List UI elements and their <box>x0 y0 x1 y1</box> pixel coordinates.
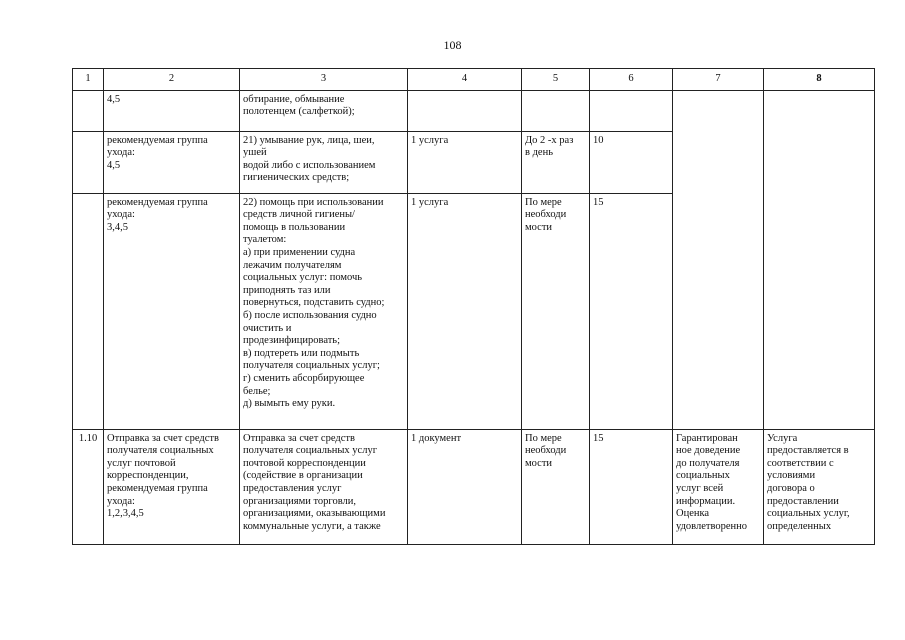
page-number: 108 <box>443 38 462 52</box>
header-col-5: 5 <box>522 69 590 91</box>
header-col-6: 6 <box>590 69 673 91</box>
header-col-1: 1 <box>73 69 104 91</box>
cell-duration: 15 <box>590 429 673 544</box>
cell-service-description: 21) умывание рук, лица, шеи, ушей водой либо с использованием гигиенических средств; <box>240 131 408 193</box>
cell-number: 1.10 <box>73 429 104 544</box>
header-col-2: 2 <box>104 69 240 91</box>
cell-service-description: обтирание, обмывание полотенцем (салфеткой); <box>240 90 408 131</box>
cell-number <box>73 193 104 429</box>
header-col-4: 4 <box>408 69 522 91</box>
cell-conditions-merged <box>764 90 875 429</box>
header-col-8: 8 <box>764 69 875 91</box>
table-row <box>73 90 875 131</box>
header-row <box>73 69 875 91</box>
cell-frequency: По мере необходи мости <box>522 193 590 429</box>
cell-care-group: Отправка за счет средств получателя социальных услуг почтовой корреспонденции, рекомендуемая группа ухода: 1,2,3,4,5 <box>104 429 240 544</box>
cell-duration: 15 <box>590 193 673 429</box>
cell-service-description: Отправка за счет средств получателя социальных услуг почтовой корреспонденции (содействие в организации предоставления услуг организациями торговли, организациями, оказывающими коммунальные услуги, а также <box>240 429 408 544</box>
cell-conditions: Услуга предоставляется в соответствии с условиями договора о предоставлении социальных услуг, определенных <box>764 429 875 544</box>
cell-unit <box>408 90 522 131</box>
header-col-3: 3 <box>240 69 408 91</box>
cell-quality-merged <box>673 90 764 429</box>
cell-quality-indicators: Гарантирован ное доведение до получателя социальных услуг всей информации. Оценка удовлетворенно <box>673 429 764 544</box>
cell-care-group: рекомендуемая группа ухода: 3,4,5 <box>104 193 240 429</box>
cell-number <box>73 131 104 193</box>
cell-unit: 1 услуга <box>408 131 522 193</box>
cell-unit: 1 услуга <box>408 193 522 429</box>
cell-unit: 1 документ <box>408 429 522 544</box>
header-col-7: 7 <box>673 69 764 91</box>
cell-frequency: До 2 -х раз в день <box>522 131 590 193</box>
cell-frequency: По мере необходи мости <box>522 429 590 544</box>
cell-duration: 10 <box>590 131 673 193</box>
services-table <box>72 68 875 545</box>
cell-service-description: 22) помощь при использовании средств личной гигиены/ помощь в пользовании туалетом: а) при применении судна лежачим получателям социальных услуг: помочь приподнять таз или повернуться, подставить судно; б) после использования судно очистить и продезинфицировать; в) подтереть или подмыть получателя социальных услуг; г) сменить абсорбирующее белье; д) вымыть ему руки. <box>240 193 408 429</box>
cell-frequency <box>522 90 590 131</box>
cell-number <box>73 90 104 131</box>
cell-care-group: 4,5 <box>104 90 240 131</box>
cell-care-group: рекомендуемая группа ухода: 4,5 <box>104 131 240 193</box>
table-row <box>73 429 875 544</box>
cell-duration <box>590 90 673 131</box>
